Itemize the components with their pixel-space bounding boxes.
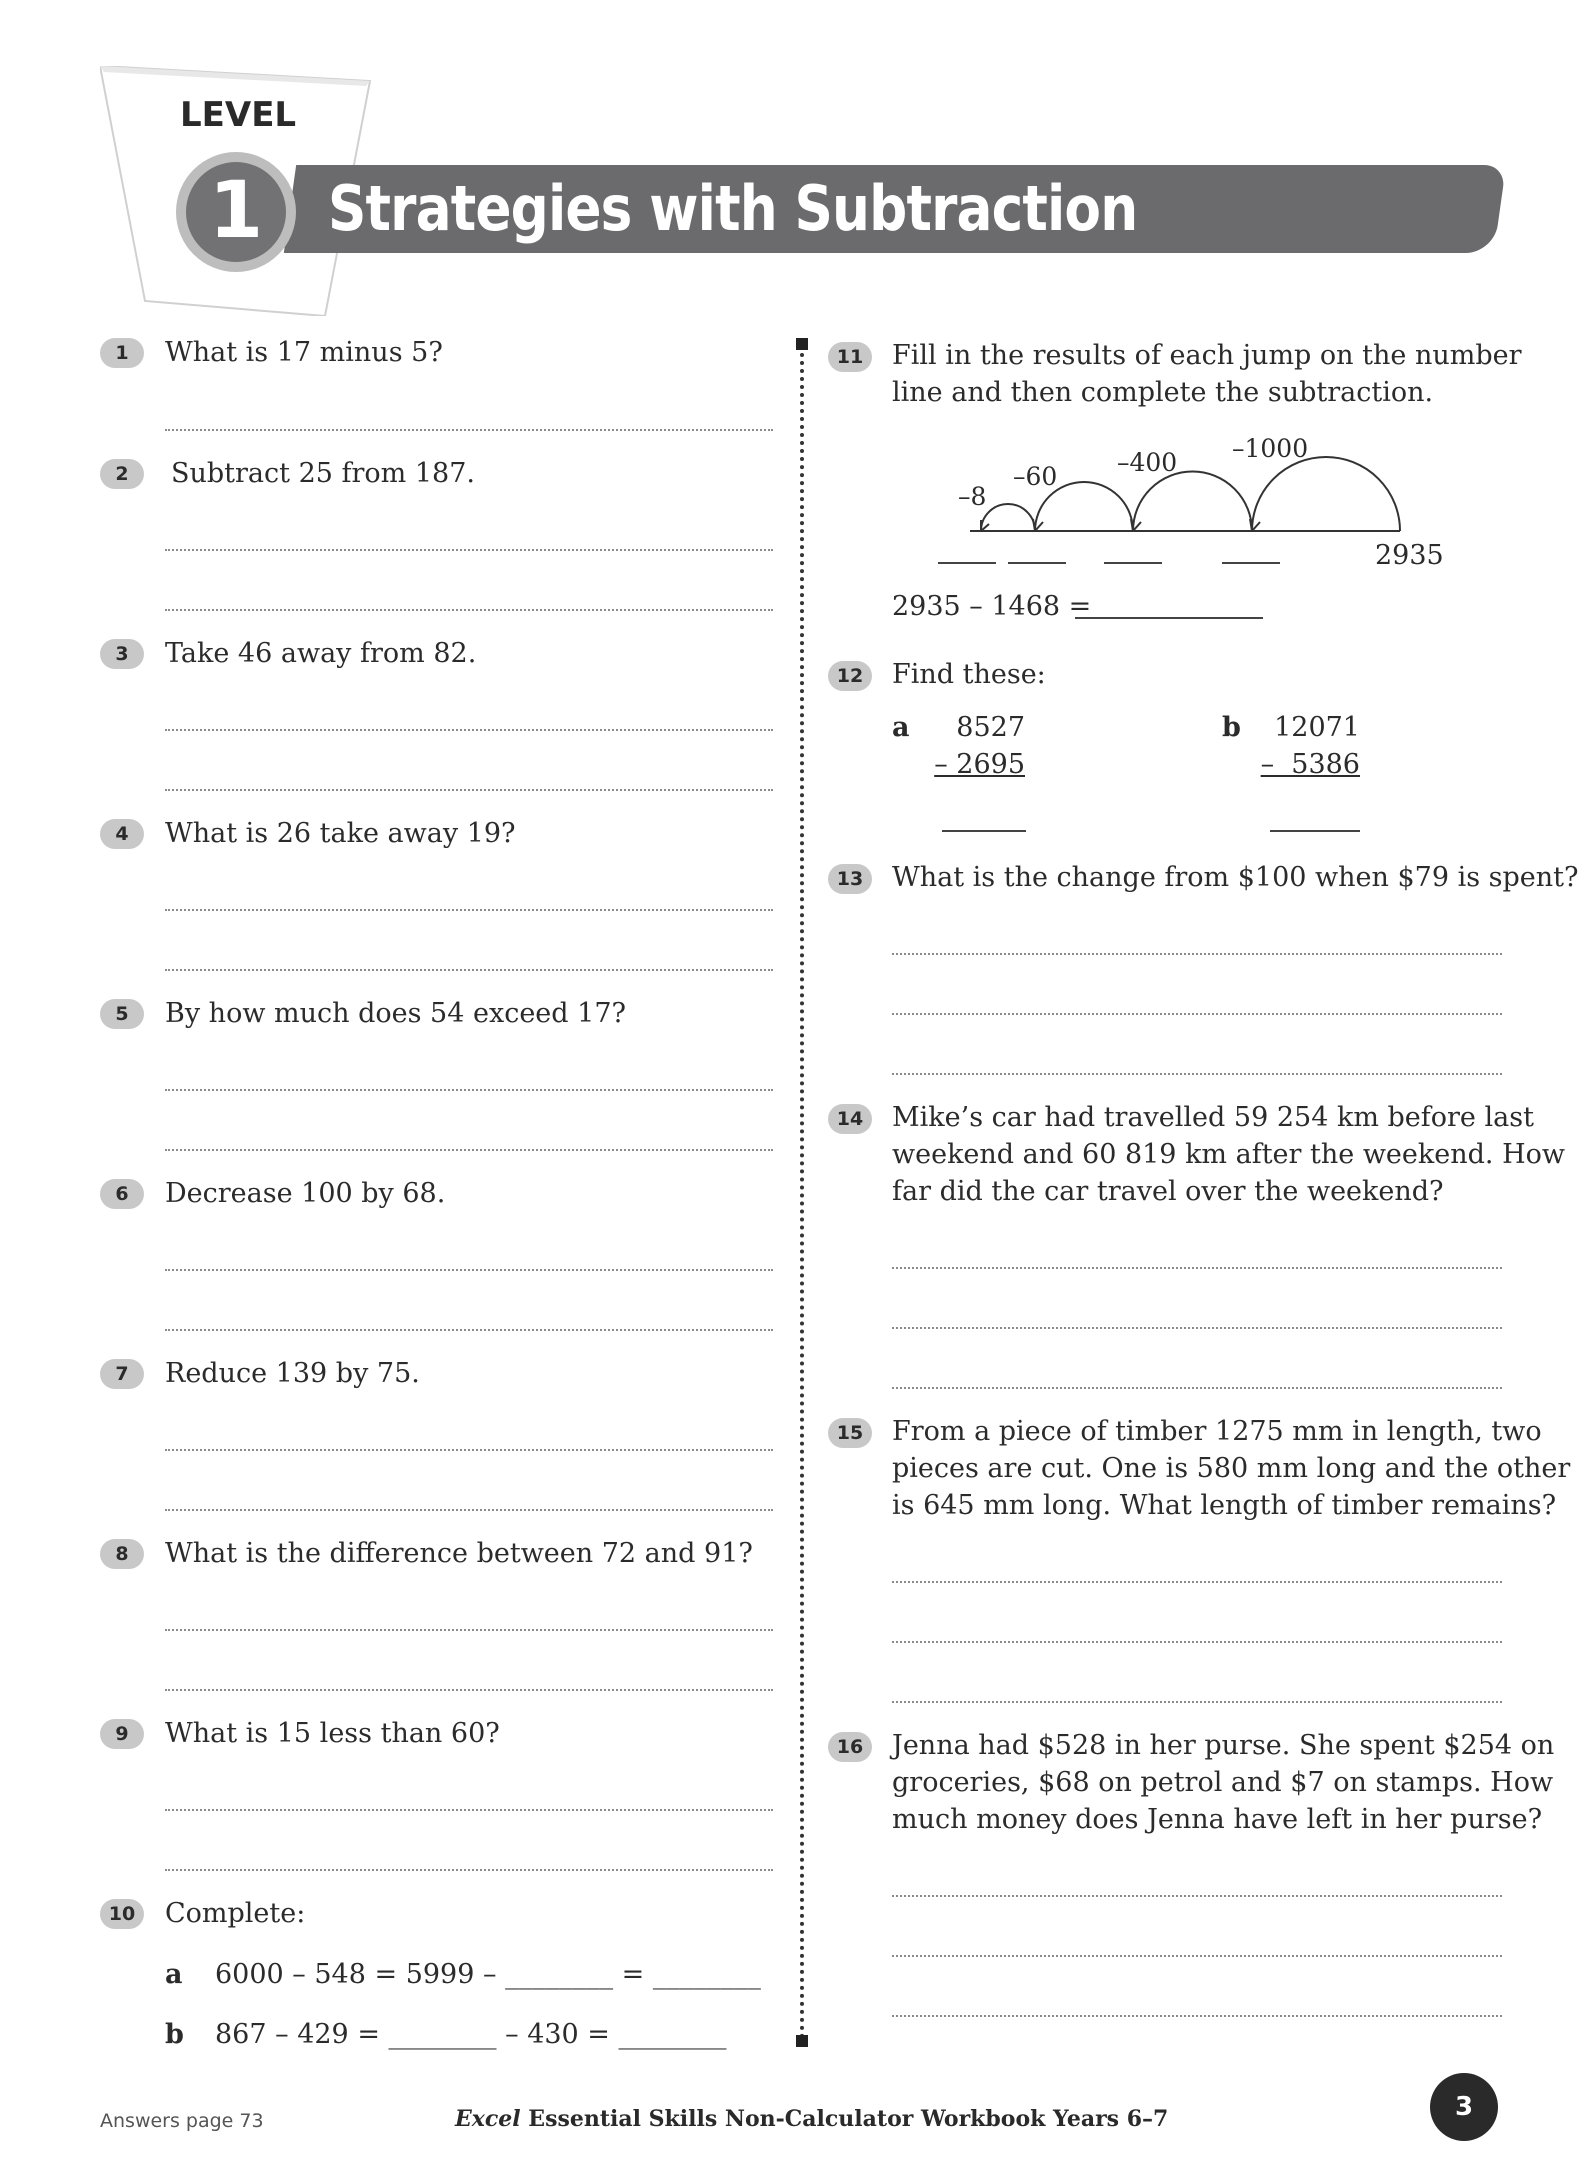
answer-line[interactable]	[892, 953, 1502, 955]
answer-line[interactable]	[892, 1895, 1502, 1897]
part-label: b	[165, 2019, 184, 2050]
answer-line[interactable]	[165, 549, 773, 551]
answers-reference: Answers page 73	[100, 2110, 264, 2132]
question-text-line: groceries, $68 on petrol and $7 on stamps. How	[892, 1767, 1554, 1798]
answer-line[interactable]	[165, 1869, 773, 1871]
question-text-line: weekend and 60 819 km after the weekend. How	[892, 1139, 1565, 1170]
divider-cap	[796, 338, 808, 350]
answer-line[interactable]	[165, 1509, 773, 1511]
question-number: 10	[100, 1899, 144, 1929]
part-label: a	[165, 1959, 183, 1990]
number-line-diagram	[960, 425, 1430, 585]
question-text: Take 46 away from 82.	[165, 638, 477, 669]
question-number: 8	[100, 1539, 144, 1569]
answer-line[interactable]	[165, 1809, 773, 1811]
question-text: Complete:	[165, 1898, 306, 1929]
question-text: Find these:	[892, 659, 1046, 690]
question-number: 2	[100, 459, 144, 489]
question-text: Reduce 139 by 75.	[165, 1358, 420, 1389]
answer-line[interactable]	[165, 429, 773, 431]
answer-line[interactable]	[165, 1689, 773, 1691]
answer-line[interactable]	[892, 1267, 1502, 1269]
subtrahend: – 5386	[1260, 749, 1360, 780]
answer-line[interactable]	[892, 1955, 1502, 1957]
level-label: LEVEL	[180, 95, 297, 135]
question-text: By how much does 54 exceed 17?	[165, 998, 626, 1029]
answer-line[interactable]	[892, 1013, 1502, 1015]
question-text-line: Mike’s car had travelled 59 254 km before last	[892, 1102, 1534, 1133]
question-number: 14	[828, 1104, 872, 1134]
question-text: What is 26 take away 19?	[165, 818, 516, 849]
question-text-line: pieces are cut. One is 580 mm long and the other	[892, 1453, 1571, 1484]
answer-line[interactable]	[165, 909, 773, 911]
book-title-rest: Essential Skills Non-Calculator Workbook Years 6–7	[520, 2106, 1169, 2132]
subtrahend: – 2695	[934, 749, 1025, 780]
question-text: Decrease 100 by 68.	[165, 1178, 446, 1209]
divider-cap	[796, 2035, 808, 2047]
answer-line[interactable]	[892, 1387, 1502, 1389]
jump-label: –400	[1117, 448, 1178, 477]
column-divider	[800, 345, 804, 2040]
question-text-line: From a piece of timber 1275 mm in length, two	[892, 1416, 1542, 1447]
answer-line[interactable]	[165, 1329, 773, 1331]
question-number: 15	[828, 1418, 872, 1448]
question-text-line: much money does Jenna have left in her purse?	[892, 1804, 1543, 1835]
minuend: 8527	[956, 712, 1025, 743]
subtraction-equation: 2935 – 1468 =	[892, 591, 1092, 622]
question-text-line: far did the car travel over the weekend?	[892, 1176, 1444, 1207]
question-number: 9	[100, 1719, 144, 1749]
page-title: Strategies with Subtraction	[328, 172, 1138, 245]
jump-label: –60	[1013, 462, 1058, 491]
question-text-line: is 645 mm long. What length of timber remains?	[892, 1490, 1557, 1521]
answer-line[interactable]	[892, 1641, 1502, 1643]
question-text: What is 15 less than 60?	[165, 1718, 500, 1749]
question-text: What is 17 minus 5?	[165, 337, 443, 368]
question-text-line: Fill in the results of each jump on the number	[892, 340, 1522, 371]
answer-line[interactable]	[165, 1149, 773, 1151]
level-number: 1	[208, 166, 264, 256]
question-number: 7	[100, 1359, 144, 1389]
answer-line[interactable]	[892, 1073, 1502, 1075]
page-number: 3	[1430, 2073, 1498, 2141]
question-number: 1	[100, 338, 144, 368]
answer-line[interactable]	[165, 1449, 773, 1451]
minuend: 12071	[1274, 712, 1360, 743]
answer-line[interactable]	[892, 1327, 1502, 1329]
answer-line[interactable]	[165, 1629, 773, 1631]
question-number: 11	[828, 342, 872, 372]
answer-line[interactable]	[892, 1701, 1502, 1703]
question-text: What is the difference between 72 and 91?	[165, 1538, 753, 1569]
answer-line[interactable]	[892, 2015, 1502, 2017]
answer-line[interactable]	[165, 609, 773, 611]
part-b-expression[interactable]: 867 – 429 = ________ – 430 = ________	[215, 2019, 727, 2050]
question-number: 13	[828, 864, 872, 894]
question-text: What is the change from $100 when $79 is spent?	[892, 862, 1579, 893]
answer-line[interactable]	[165, 729, 773, 731]
question-number: 16	[828, 1732, 872, 1762]
jump-label: –8	[958, 482, 987, 511]
question-number: 12	[828, 661, 872, 691]
answer-line[interactable]	[165, 969, 773, 971]
question-number: 5	[100, 999, 144, 1029]
answer-line[interactable]	[165, 789, 773, 791]
answer-blank[interactable]	[1270, 830, 1360, 832]
question-text-line: Jenna had $528 in her purse. She spent $254 on	[892, 1730, 1555, 1761]
jump-answer-blank[interactable]	[1008, 562, 1066, 564]
number-line-start: 2935	[1375, 540, 1444, 571]
question-text: Subtract 25 from 187.	[171, 458, 475, 489]
book-title	[455, 2106, 1168, 2132]
answer-line[interactable]	[165, 1089, 773, 1091]
answer-line[interactable]	[892, 1581, 1502, 1583]
jump-answer-blank[interactable]	[1104, 562, 1162, 564]
part-a-expression[interactable]: 6000 – 548 = 5999 – ________ = ________	[215, 1959, 761, 1990]
question-number: 4	[100, 819, 144, 849]
jump-label: –1000	[1232, 434, 1309, 463]
question-number: 6	[100, 1179, 144, 1209]
jump-answer-blank[interactable]	[938, 562, 996, 564]
answer-line[interactable]	[165, 1269, 773, 1271]
jump-answer-blank[interactable]	[1222, 562, 1280, 564]
question-number: 3	[100, 639, 144, 669]
question-text-line: line and then complete the subtraction.	[892, 377, 1434, 408]
answer-blank[interactable]	[942, 830, 1026, 832]
part-label: b	[1222, 712, 1241, 743]
equation-answer-blank[interactable]	[1075, 617, 1263, 619]
book-brand: Excel	[455, 2106, 521, 2132]
part-label: a	[892, 712, 910, 743]
